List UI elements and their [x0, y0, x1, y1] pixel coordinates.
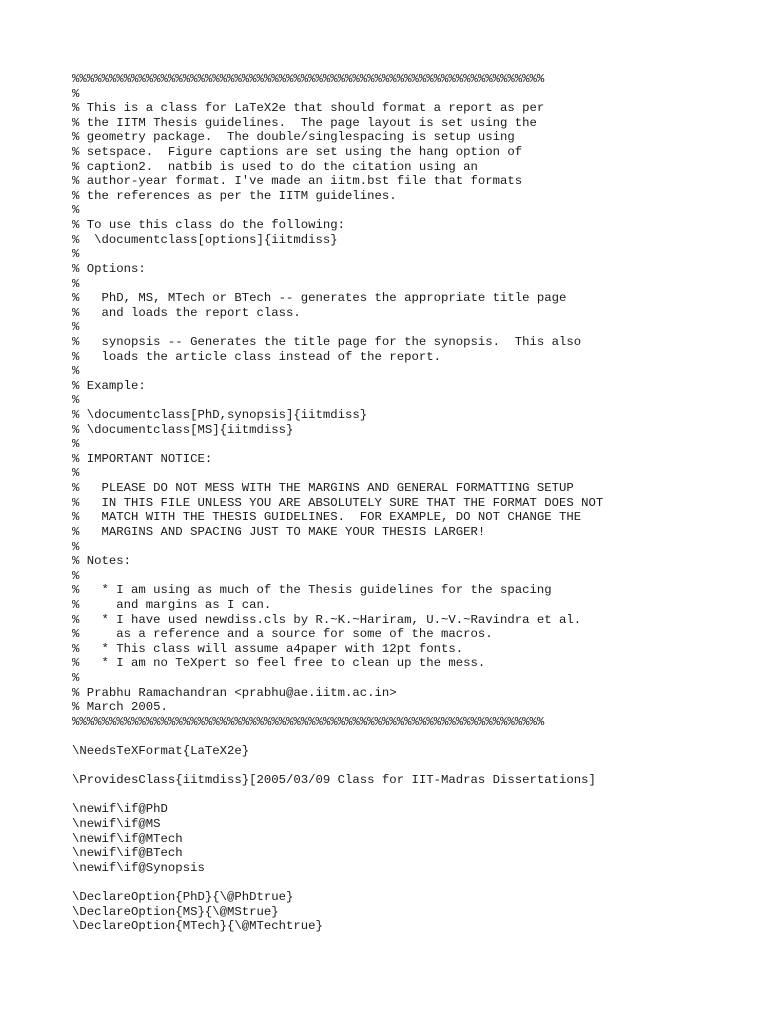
source-line: % loads the article class instead of the report.	[72, 349, 441, 364]
source-line: % \documentclass[options]{iitmdiss}	[72, 232, 338, 247]
source-line: \DeclareOption{MTech}{\@MTechtrue}	[72, 919, 323, 934]
source-line: % * I am no TeXpert so feel free to clean up the mess.	[72, 656, 486, 671]
source-line: %	[72, 86, 80, 101]
source-line: % Example:	[72, 378, 146, 393]
source-line: %	[72, 364, 80, 379]
source-line: \NeedsTeXFormat{LaTeX2e}	[72, 744, 250, 759]
source-line: % author-year format. I've made an iitm.bst file that formats	[72, 174, 523, 189]
source-line: % MARGINS AND SPACING JUST TO MAKE YOUR THESIS LARGER!	[72, 524, 486, 539]
source-line: %	[72, 568, 80, 583]
source-line: % and margins as I can.	[72, 597, 272, 612]
source-line	[72, 788, 603, 803]
source-line	[72, 729, 603, 744]
source-line: %	[72, 466, 80, 481]
source-line: % the IITM Thesis guidelines. The page layout is set using the	[72, 115, 537, 130]
source-line: % geometry package. The double/singlespacing is setup using	[72, 130, 515, 145]
source-line: % PLEASE DO NOT MESS WITH THE MARGINS AND GENERAL FORMATTING SETUP	[72, 481, 574, 496]
source-line: %%%%%%%%%%%%%%%%%%%%%%%%%%%%%%%%%%%%%%%%%%%%%%%%%%%%%%%%%%%%%%%%	[72, 72, 545, 86]
source-line: %	[72, 203, 80, 218]
source-line: \newif\if@PhD	[72, 802, 168, 817]
source-line	[72, 759, 603, 774]
source-line: % To use this class do the following:	[72, 218, 346, 233]
source-line: % synopsis -- Generates the title page for the synopsis. This also	[72, 334, 582, 349]
source-line: % * This class will assume a4paper with 12pt fonts.	[72, 641, 464, 656]
source-line: \newif\if@MTech	[72, 831, 183, 846]
source-line: % \documentclass[PhD,synopsis]{iitmdiss}	[72, 408, 368, 423]
source-line: % This is a class for LaTeX2e that should format a report as per	[72, 101, 545, 116]
source-line: \DeclareOption{PhD}{\@PhDtrue}	[72, 890, 294, 905]
source-line	[72, 876, 603, 891]
source-line: % * I have used newdiss.cls by R.~K.~Hariram, U.~V.~Ravindra et al.	[72, 612, 582, 627]
source-line: % Options:	[72, 261, 146, 276]
source-line: %	[72, 276, 80, 291]
source-line: % \documentclass[MS]{iitmdiss}	[72, 422, 294, 437]
source-line: % IMPORTANT NOTICE:	[72, 451, 213, 466]
source-line: % MATCH WITH THE THESIS GUIDELINES. FOR EXAMPLE, DO NOT CHANGE THE	[72, 510, 582, 525]
source-line: %	[72, 670, 80, 685]
source-line: %%%%%%%%%%%%%%%%%%%%%%%%%%%%%%%%%%%%%%%%%%%%%%%%%%%%%%%%%%%%%%%%	[72, 714, 545, 729]
source-line: % March 2005.	[72, 700, 168, 715]
source-line: \newif\if@Synopsis	[72, 860, 205, 875]
source-line: \newif\if@BTech	[72, 846, 183, 861]
source-line: \newif\if@MS	[72, 817, 161, 832]
source-line: % * I am using as much of the Thesis guidelines for the spacing	[72, 583, 552, 598]
latex-source-listing	[72, 72, 603, 934]
source-line: % IN THIS FILE UNLESS YOU ARE ABSOLUTELY SURE THAT THE FORMAT DOES NOT	[72, 495, 604, 510]
source-line: %	[72, 320, 80, 335]
source-line: % Prabhu Ramachandran <prabhu@ae.iitm.ac.in>	[72, 685, 397, 700]
source-line: % setspace. Figure captions are set using the hang option of	[72, 145, 523, 160]
source-line: %	[72, 437, 80, 452]
source-line: %	[72, 393, 80, 408]
source-line: % Notes:	[72, 554, 132, 569]
source-line: % PhD, MS, MTech or BTech -- generates the appropriate title page	[72, 291, 567, 306]
source-line: \ProvidesClass{iitmdiss}[2005/03/09 Class for IIT-Madras Dissertations]	[72, 773, 596, 788]
source-line: % and loads the report class.	[72, 305, 301, 320]
source-line: % caption2. natbib is used to do the citation using an	[72, 159, 478, 174]
source-line: \DeclareOption{MS}{\@MStrue}	[72, 904, 279, 919]
source-line: %	[72, 247, 80, 262]
source-line: % the references as per the IITM guidelines.	[72, 188, 397, 203]
source-line: %	[72, 539, 80, 554]
source-line: % as a reference and a source for some of the macros.	[72, 627, 493, 642]
